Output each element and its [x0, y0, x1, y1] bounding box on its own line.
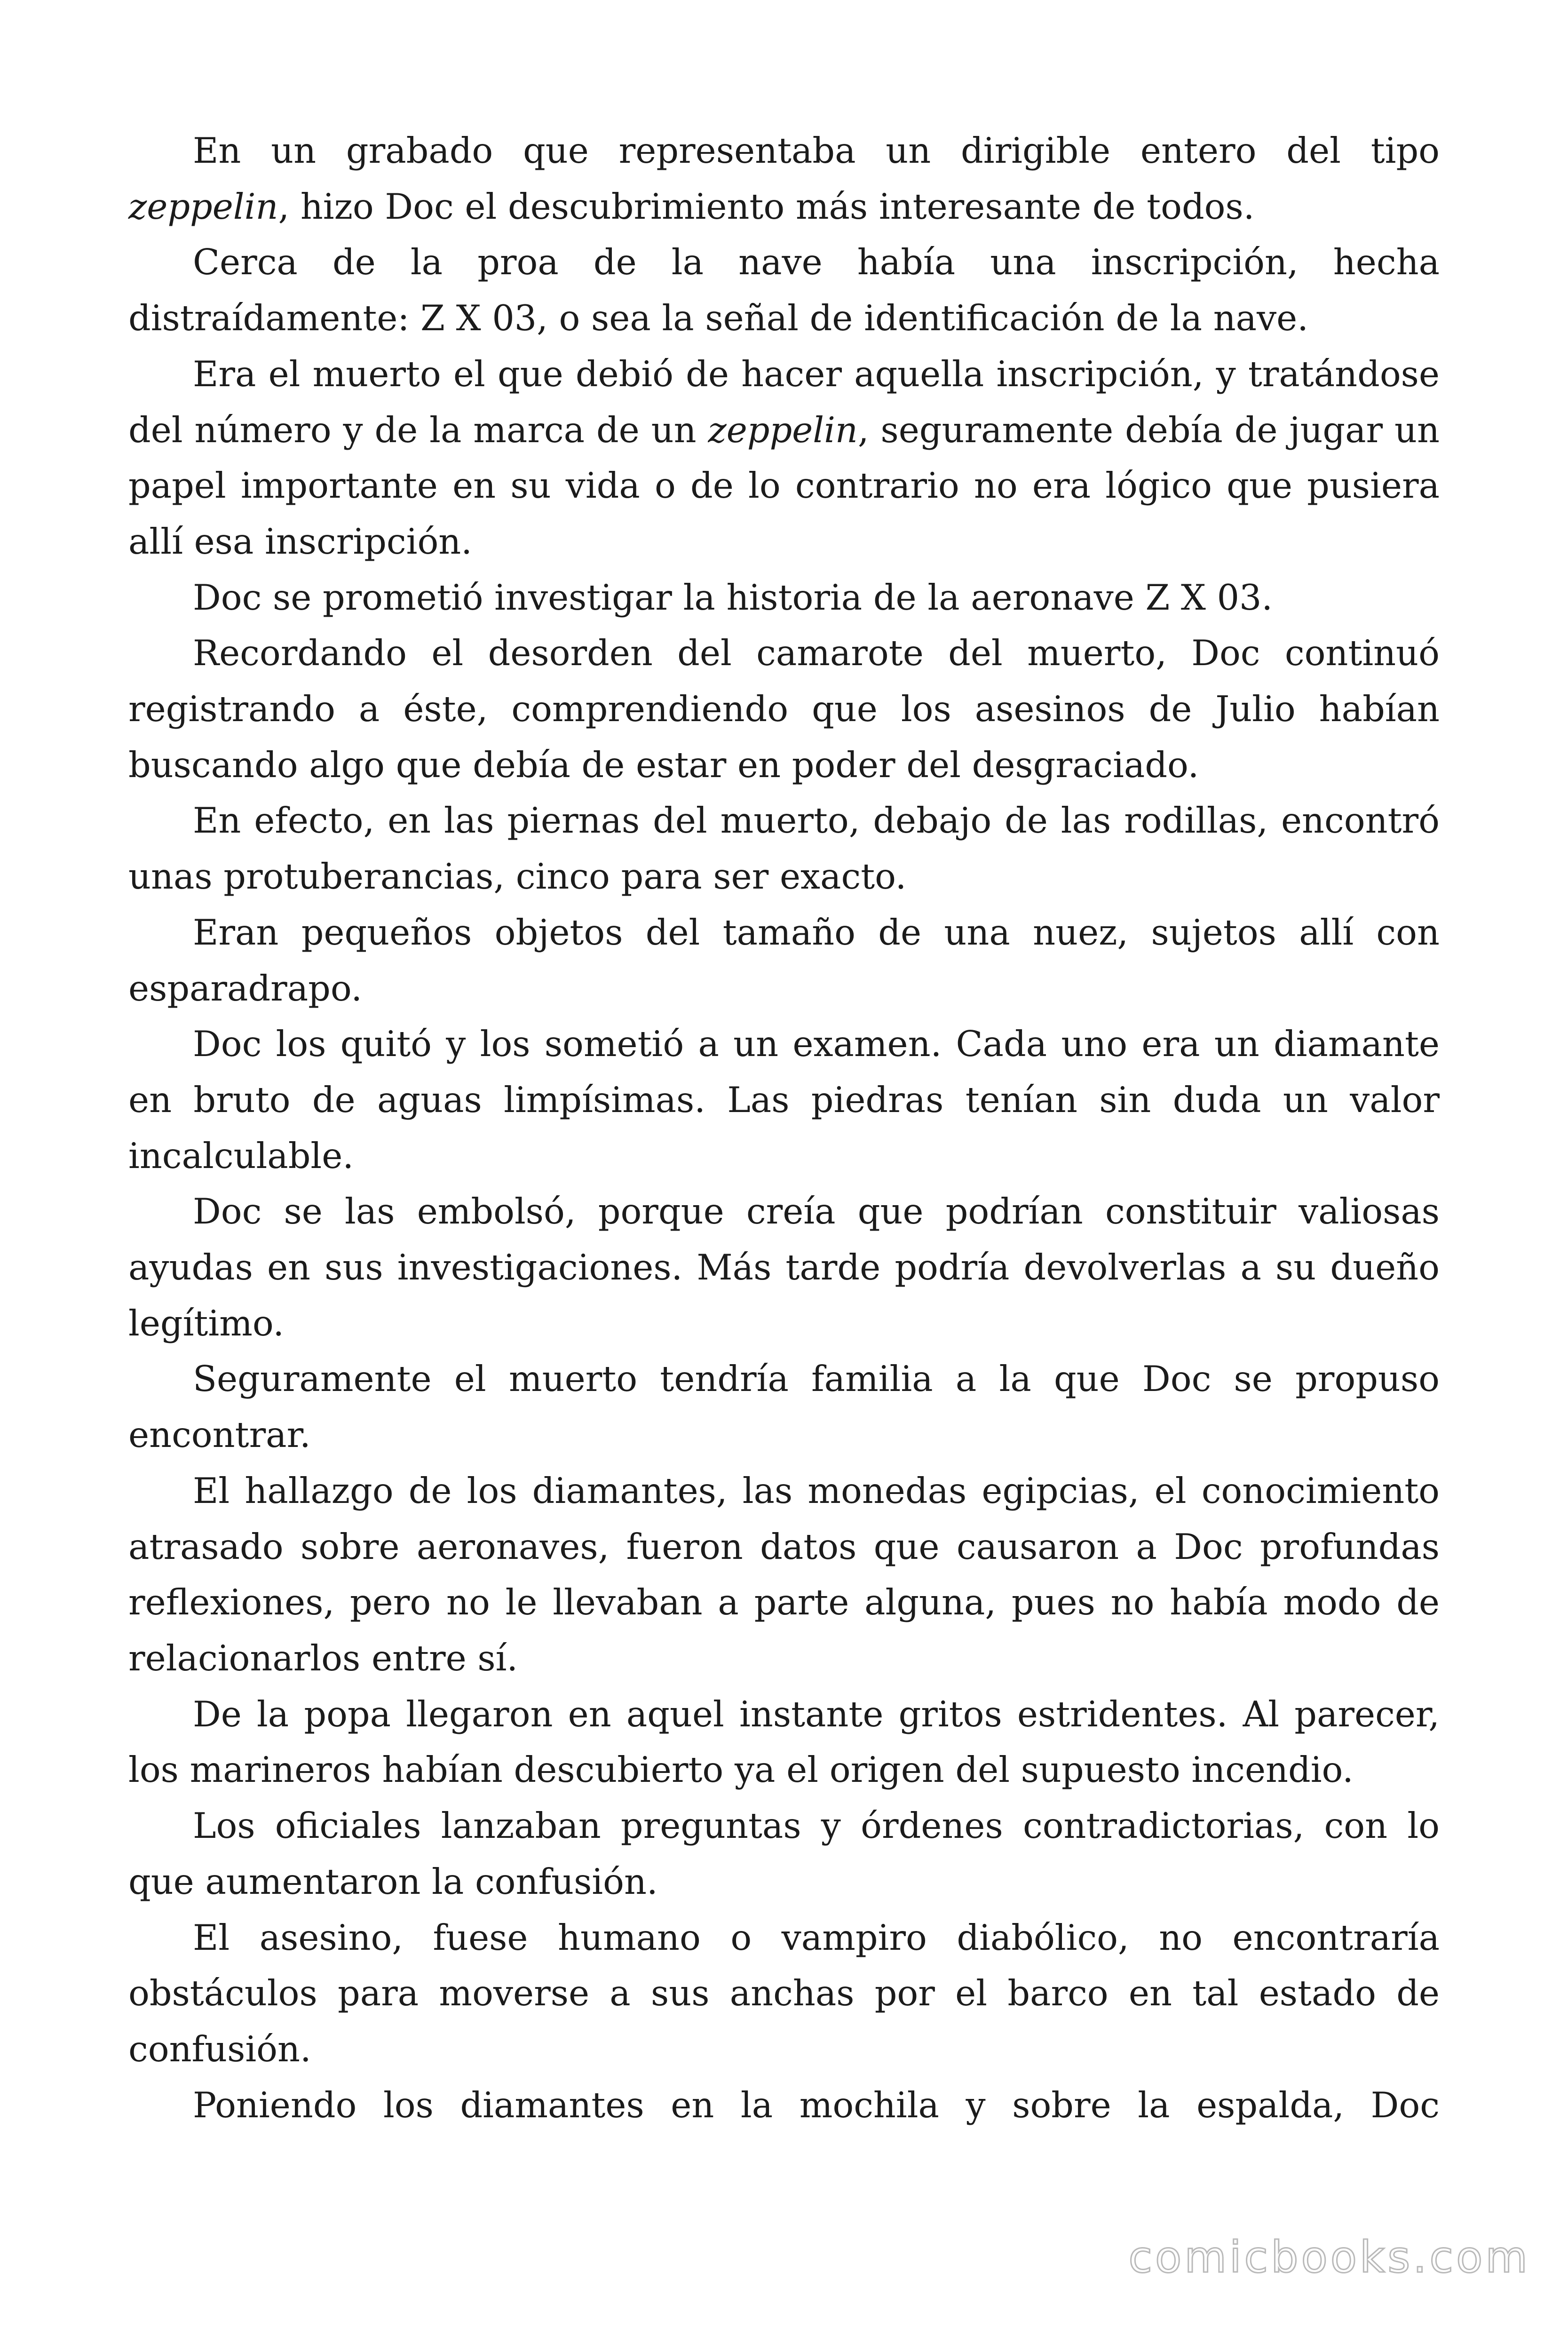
- paragraph: [128, 1351, 1440, 1463]
- paragraph: [128, 905, 1440, 1017]
- paragraph: [128, 123, 1440, 235]
- paragraph: [128, 570, 1440, 626]
- paragraph: [128, 1687, 1440, 1798]
- text-run: El asesino, fuese humano o vampiro diabólico, no encontraría obstáculos para moverse a sus anchas por el barco en tal estado de confusión.: [128, 1917, 1440, 2070]
- text-run: Seguramente el muerto tendría familia a la que Doc se propuso encontrar.: [128, 1359, 1440, 1456]
- watermark: comicbooks.com: [1128, 2232, 1530, 2282]
- paragraph: [128, 1463, 1440, 1687]
- paragraph: [128, 235, 1440, 346]
- text-run: Eran pequeños objetos del tamaño de una nuez, sujetos allí con esparadrapo.: [128, 912, 1440, 1009]
- text-run: , seguramente debía de jugar un papel importante en su vida o de lo contrario no era lógico que pusiera allí esa inscripción.: [128, 409, 1440, 562]
- text-run: Doc se prometió investigar la historia de la aeronave Z X 03.: [193, 577, 1273, 618]
- text-run: Recordando el desorden del camarote del muerto, Doc continuó registrando a éste, comprendiendo que los asesinos de Julio habían buscando algo que debía de estar en poder del desgraciado.: [128, 633, 1440, 786]
- paragraph: [128, 347, 1440, 570]
- text-run: Poniendo los diamantes en la mochila y sobre la espalda, Doc: [193, 2084, 1440, 2126]
- paragraph: [128, 1017, 1440, 1184]
- text-run: De la popa llegaron en aquel instante gritos estridentes. Al parecer, los marineros habían descubierto ya el origen del supuesto incendio.: [128, 1693, 1440, 1791]
- text-run: En efecto, en las piernas del muerto, debajo de las rodillas, encontró unas protuberancias, cinco para ser exacto.: [128, 800, 1440, 898]
- paragraph: [128, 1798, 1440, 1910]
- text-run: Los oficiales lanzaban preguntas y órdenes contradictorias, con lo que aumentaron la confusión.: [128, 1805, 1440, 1902]
- paragraph: [128, 793, 1440, 905]
- text-run: En un grabado que representaba un dirigible entero del tipo: [193, 130, 1440, 171]
- text-run: Cerca de la proa de la nave había una inscripción, hecha distraídamente: Z X 03, o sea la señal de identificación de la nave.: [128, 242, 1440, 339]
- text-run: Doc se las embolsó, porque creía que podrían constituir valiosas ayudas en sus investigaciones. Más tarde podría devolverlas a su dueño legítimo.: [128, 1191, 1440, 1344]
- text-run: , hizo Doc el descubrimiento más interesante de todos.: [278, 186, 1255, 227]
- text-run: El hallazgo de los diamantes, las monedas egipcias, el conocimiento atrasado sobre aeronaves, fueron datos que causaron a Doc profundas reflexiones, pero no le llevaban a parte alguna, pues no había modo de relacionarlos entre sí.: [128, 1470, 1440, 1679]
- italic-text: zeppelin: [128, 186, 278, 227]
- text-run: Era el muerto el que debió de hacer aquella inscripción, y tratándose del número y de la marca de un: [128, 353, 1440, 451]
- text-run: Doc los quitó y los sometió a un examen. Cada uno era un diamante en bruto de aguas limpísimas. Las piedras tenían sin duda un valor incalculable.: [128, 1024, 1440, 1176]
- paragraph: [128, 1910, 1440, 2078]
- paragraph: [128, 2078, 1440, 2134]
- italic-text: zeppelin: [708, 409, 858, 451]
- paragraph: [128, 626, 1440, 793]
- page-body-text: [128, 123, 1440, 2133]
- paragraph: [128, 1184, 1440, 1351]
